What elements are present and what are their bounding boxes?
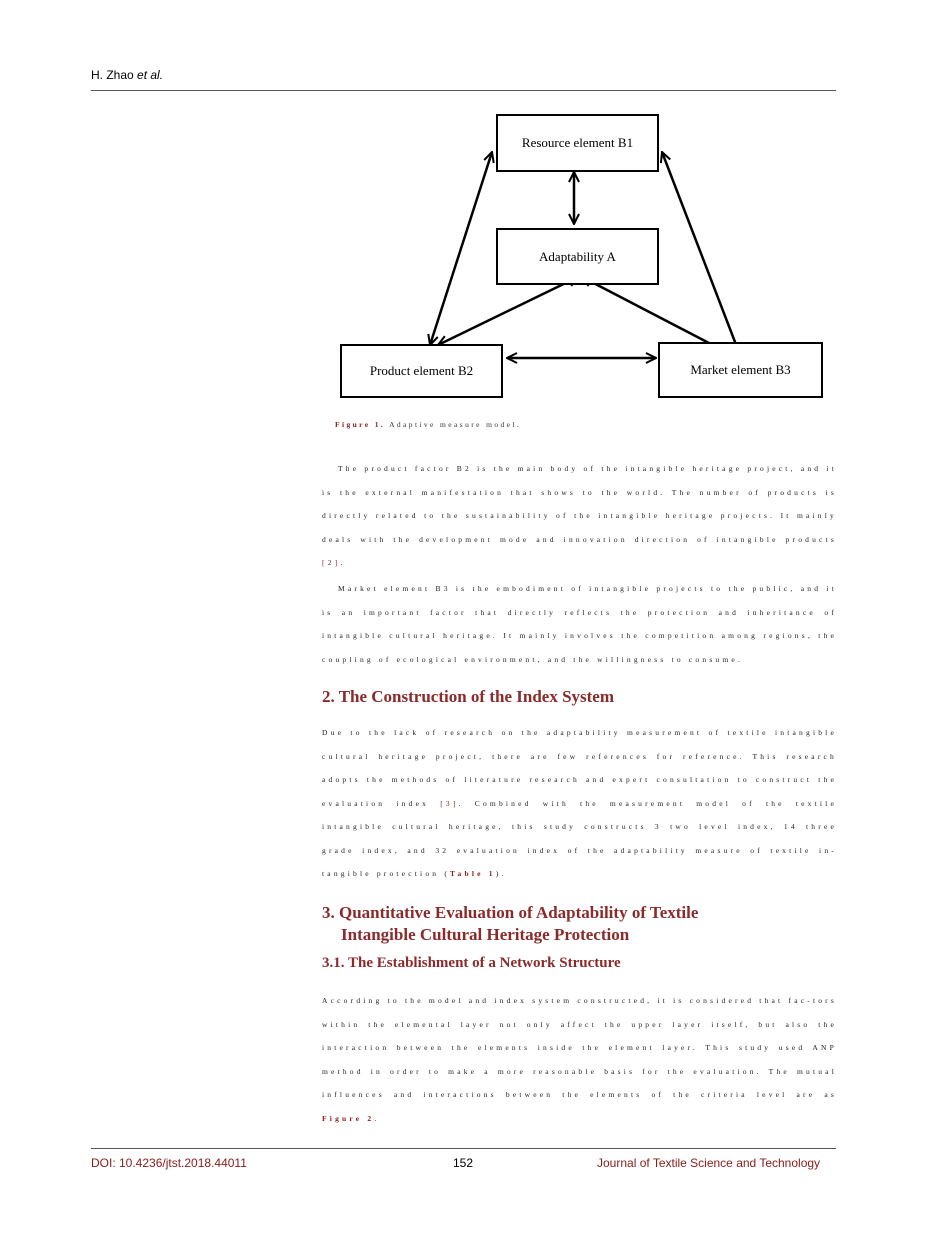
paragraph-market-element (322, 577, 837, 671)
section-3-1-title: 3.1. The Establishment of a Network Structure (322, 955, 621, 971)
node-adaptability (496, 228, 659, 285)
node-market-label: Market element B3 (690, 362, 791, 377)
node-product-label: Product element B2 (369, 363, 474, 378)
p4-end: . (374, 1113, 380, 1123)
p3-end: ). (495, 869, 507, 878)
running-header-author (91, 68, 163, 82)
section-2-title: 2. The Construction of the Index System (322, 687, 615, 706)
section-3-title (322, 902, 698, 946)
citation-3[interactable]: [3] (440, 798, 459, 808)
page-number: 152 (453, 1156, 474, 1170)
caption-label: Figure 1. (335, 420, 386, 429)
author-etal: et al. (137, 68, 164, 82)
figure-1-diagram (320, 108, 840, 408)
arrow-adaptability-product (438, 277, 578, 345)
table-1-link[interactable]: Table 1 (450, 869, 496, 878)
citation-2[interactable]: [2] (322, 558, 341, 567)
paragraph-product-factor (322, 457, 837, 575)
footer-divider (91, 1148, 836, 1149)
node-market-element (658, 342, 823, 398)
caption-text: Adaptive measure model. (389, 420, 522, 429)
figure-2-link[interactable]: Figure 2 (322, 1113, 375, 1123)
paragraph-index-system (322, 721, 837, 886)
p1-text: The product factor B2 is the main body of the intangible heritage project, and it is the external manifestation that shows to the world. The number of products is directly related to the sustainability of the intangible heritage projects. It mainly deals with the development mode and innovation direction of intangible products (322, 464, 837, 544)
figure-1-caption (335, 420, 521, 429)
p3-text-b: . Combined with the measurement model of the textile intangible cultural heritage, this study constructs 3 two level index, 14 three grade index, and 32 evaluation index of the adaptability measure of textile in-tangible protection ( (322, 798, 837, 878)
footer-journal-name[interactable]: Journal of Textile Science and Technology (597, 1156, 821, 1170)
node-resource-label: Resource element B1 (521, 135, 634, 150)
paragraph-network-structure (322, 989, 837, 1130)
node-resource-element (496, 114, 659, 172)
node-adaptability-label: Adaptability A (539, 248, 616, 264)
arrow-resource-product (430, 152, 492, 345)
header-divider (91, 90, 836, 91)
section-3-title-line2: Intangible Cultural Heritage Protection (341, 925, 630, 944)
node-product-element (340, 344, 503, 398)
p1-end: . (340, 558, 346, 567)
author-name: H. Zhao (91, 68, 134, 82)
footer-doi[interactable]: DOI: 10.4236/jtst.2018.44011 (91, 1156, 247, 1170)
p3-text-a: Due to the lack of research on the adaptability measurement of textile intangible cultural heritage project, there are few references for reference. This research adopts the methods of literature research and expert consultation to construct the evaluation index (322, 728, 837, 808)
section-3-title-line1: 3. Quantitative Evaluation of Adaptability of Textile (322, 903, 699, 922)
p4-text: According to the model and index system constructed, it is considered that fac-tors within the elemental layer not only affect the upper layer itself, but also the interaction between the elements inside the element layer. This study used ANP method in order to make a more reasonable basis for the evaluation. The mutual influences and interactions between the elements of the criteria level are as (322, 996, 837, 1099)
p2-text: Market element B3 is the embodiment of intangible projects to the public, and it is an important factor that directly reflects the protection and inheritance of intangible cultural heritage. It mainly involves the competition among regions, the coupling of ecological environment, and the willingness to consume. (322, 584, 837, 664)
